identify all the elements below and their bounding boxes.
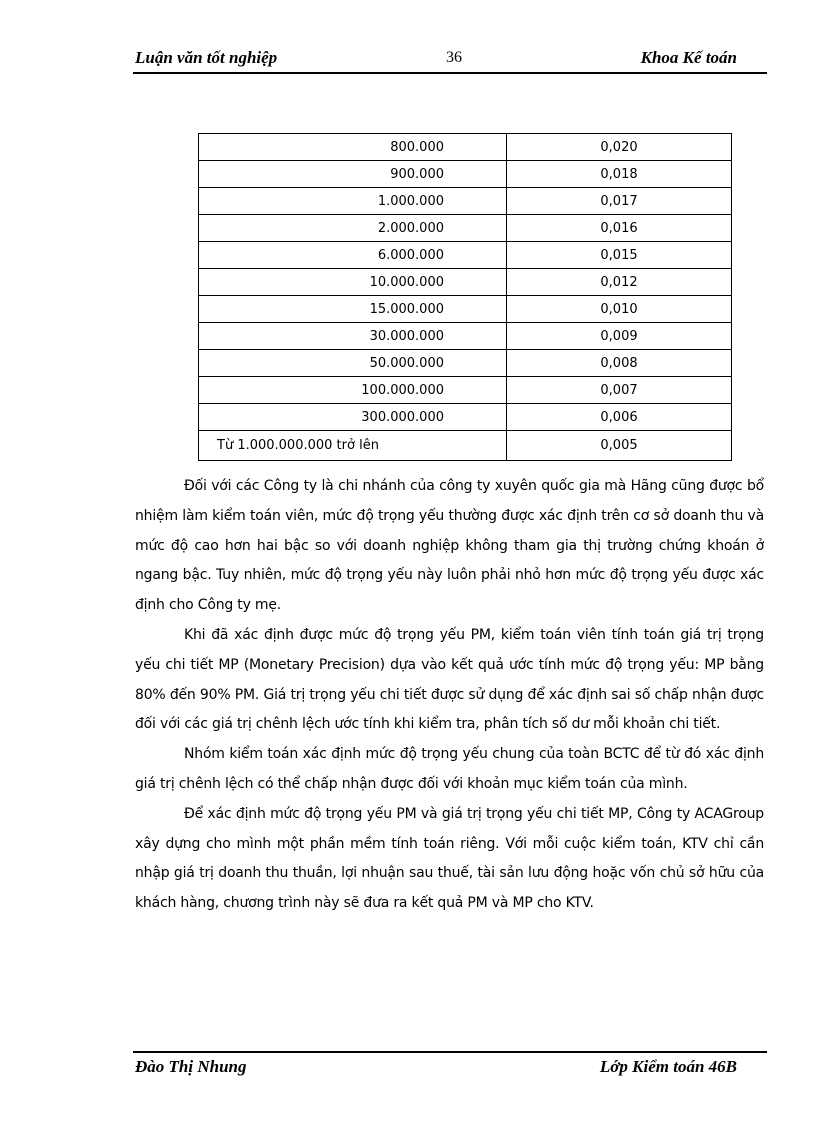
- table-row: [199, 242, 732, 269]
- table-row: [199, 404, 732, 431]
- table-row: [199, 161, 732, 188]
- footer-class: Lớp Kiểm toán 46B: [599, 1057, 737, 1076]
- rate-cell: 0,009: [507, 323, 732, 350]
- amount-cell: 50.000.000: [199, 350, 507, 377]
- rate-cell: 0,005: [507, 431, 732, 461]
- table-row: [199, 431, 732, 461]
- rate-cell: 0,018: [507, 161, 732, 188]
- amount-cell: 100.000.000: [199, 377, 507, 404]
- materiality-rate-table: [198, 133, 732, 461]
- amount-cell: 2.000.000: [199, 215, 507, 242]
- table-row: [199, 188, 732, 215]
- paragraph: Khi đã xác định được mức độ trọng yếu PM, kiểm toán viên tính toán giá trị trọng yếu chi tiết MP (Monetary Precision) dựa vào kết quả ước tính mức độ trọng yếu: MP bằng 80% đến 90% PM. Giá trị trọng yếu chi tiết được sử dụng để xác định sai số chấp nhận được đối với các giá trị chênh lệch ước tính khi kiểm tra, phân tích số dư mỗi khoản chi tiết.: [135, 626, 764, 733]
- paragraph: Đối với các Công ty là chi nhánh của công ty xuyên quốc gia mà Hãng cũng được bổ nhiệm làm kiểm toán viên, mức độ trọng yếu thường được xác định trên cơ sở doanh thu và mức độ cao hơn hai bậc so với doanh nghiệp không tham gia thị trường chứng khoán ở ngang bậc. Tuy nhiên, mức độ trọng yếu này luôn phải nhỏ hơn mức độ trọng yếu được xác định cho Công ty mẹ.: [135, 478, 764, 614]
- amount-cell: 1.000.000: [199, 188, 507, 215]
- paragraph: Nhóm kiểm toán xác định mức độ trọng yếu chung của toàn BCTC để từ đó xác định giá trị chênh lệch có thể chấp nhận được đối với khoản mục kiểm toán của mình.: [135, 746, 764, 792]
- rate-cell: 0,006: [507, 404, 732, 431]
- amount-cell: 900.000: [199, 161, 507, 188]
- table-row: [199, 350, 732, 377]
- table-row: [199, 269, 732, 296]
- table-row: [199, 215, 732, 242]
- table-row: [199, 296, 732, 323]
- rate-cell: 0,010: [507, 296, 732, 323]
- amount-cell: 800.000: [199, 134, 507, 161]
- table-row: [199, 323, 732, 350]
- rate-cell: 0,020: [507, 134, 732, 161]
- page-footer: [133, 1051, 767, 1081]
- amount-cell: Từ 1.000.000.000 trở lên: [199, 431, 507, 461]
- page-number: 36: [446, 49, 462, 66]
- table-row: [199, 134, 732, 161]
- amount-cell: 6.000.000: [199, 242, 507, 269]
- amount-cell: 30.000.000: [199, 323, 507, 350]
- paragraph: Để xác định mức độ trọng yếu PM và giá trị trọng yếu chi tiết MP, Công ty ACAGroup xây dựng cho mình một phần mềm tính toán riêng. Với mỗi cuộc kiểm toán, KTV chỉ cần nhập giá trị doanh thu thuần, lợi nhuận sau thuế, tài sản lưu động hoặc vốn chủ sở hữu của khách hàng, chương trình này sẽ đưa ra kết quả PM và MP cho KTV.: [135, 805, 764, 912]
- page-header: [133, 46, 767, 74]
- amount-cell: 15.000.000: [199, 296, 507, 323]
- amount-cell: 10.000.000: [199, 269, 507, 296]
- rate-cell: 0,016: [507, 215, 732, 242]
- header-thesis-title: Luận văn tốt nghiệp: [135, 48, 278, 67]
- footer-author: Đào Thị Nhung: [135, 1057, 247, 1076]
- rate-cell: 0,012: [507, 269, 732, 296]
- rate-cell: 0,015: [507, 242, 732, 269]
- body-text: [135, 472, 764, 919]
- rate-cell: 0,007: [507, 377, 732, 404]
- rate-cell: 0,017: [507, 188, 732, 215]
- table-row: [199, 377, 732, 404]
- rate-cell: 0,008: [507, 350, 732, 377]
- amount-cell: 300.000.000: [199, 404, 507, 431]
- header-faculty: Khoa Kế toán: [640, 48, 737, 67]
